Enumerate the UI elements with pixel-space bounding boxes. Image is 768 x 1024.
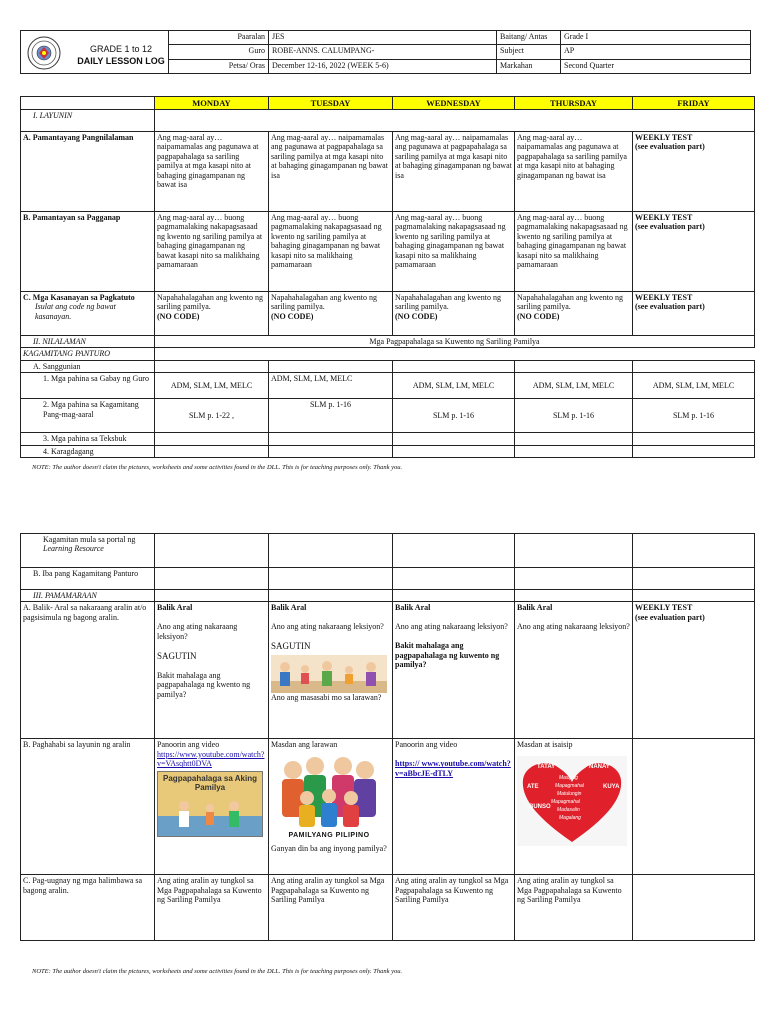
ano-ang-text: Ano ang ating nakaraang leksiyon?	[395, 622, 508, 632]
iba-pang-label: B. Iba pang Kagamitang Panturo	[21, 568, 155, 590]
kagamitan-wed: SLM p. 1-16	[393, 399, 515, 433]
kasanayan-text: Napahahalagahan ang kwento ng sariling pamilya.	[271, 293, 377, 312]
deped-seal-icon	[27, 36, 61, 70]
blank-cell	[393, 433, 515, 445]
pamilyang-pilipino-image	[271, 752, 387, 844]
note-page1: NOTE: The author doesn't claim the pictures, worksheets and some activities found in the DLL. This is for teaching purposes only. Thank you.	[32, 464, 403, 471]
blank-cell	[515, 445, 633, 457]
bakit-text: Bakit mahalaga ang pagpapahalaga ng kwento ng pamilya?	[157, 670, 251, 699]
balik-label: A. Balik- Aral sa nakaraang aralin at/o pagsisimula ng bagong aralin.	[21, 602, 155, 739]
youtube-link[interactable]: https:// www.youtube.com/watch? v=aBbcJE-dTLY	[395, 759, 511, 778]
day-friday: FRIDAY	[633, 97, 755, 110]
pamilyang-caption: PAMILYANG PILIPINO	[288, 831, 370, 839]
portal-text: Kagamitan mula sa portal ng	[43, 535, 136, 544]
family-cartoon-icon	[271, 752, 387, 832]
blank-cell	[269, 445, 393, 457]
heart-word: NANAY	[589, 763, 610, 770]
sagutin-text: SAGUTIN	[157, 650, 197, 661]
see-eval-label: (see evaluation part)	[635, 142, 705, 152]
see-eval-label: (see evaluation part)	[635, 612, 705, 622]
family-cartoon-image	[271, 655, 387, 693]
paghahabi-wed	[393, 739, 515, 875]
heart-word: KUYA	[603, 783, 620, 790]
nilalaman-value: Mga Pagpapahalaga sa Kuwento ng Sariling Pamilya	[155, 336, 755, 348]
kasanayan-thu	[515, 292, 633, 336]
blank-cell	[515, 534, 633, 568]
paganap-tue: Ang mag-aaral ay… buong pagmamalaking nakapagsasaad ng kwento ng sariling pamilya at bahaging ginagampanan ng bawat kasapi nito sa malikhaing pamamaraan	[269, 212, 393, 292]
balik-tue	[269, 602, 393, 739]
weekly-test-label: WEEKLY TEST	[635, 133, 693, 143]
kasanayan-fri	[633, 292, 755, 336]
pamantayang-thu: Ang mag-aaral ay… naipamamalas ang pagunawa at pagpapahalaga sa sariling pamilya at mga kasapi nito at bahaging ginagampanan ng bawat isa	[515, 132, 633, 212]
no-code: (NO CODE)	[517, 311, 560, 321]
blank-cell	[155, 433, 269, 445]
pamantayang-tue: Ang mag-aaral ay… naipamamalas ang pagunawa at pagpapahalaga sa sariling pamilya at mga kasapi nito at bahaging ginagampanan ng bawat isa	[269, 132, 393, 212]
masdan-text: Masdan ang larawan	[271, 740, 338, 750]
ano-ang-text: Ano ang ating nakaraang leksiyon?	[157, 622, 238, 641]
markahan-value: Second Quarter	[561, 59, 751, 73]
balik-aral-title: Balik Aral	[395, 603, 431, 613]
portal-label	[21, 534, 155, 568]
thumbnail-family-icon	[158, 796, 262, 836]
balik-fri	[633, 602, 755, 739]
kasanayan-sub: Isulat ang code ng bawat kasanayan.	[35, 302, 116, 321]
blank-cell	[633, 875, 755, 941]
day-thursday: THURSDAY	[515, 97, 633, 110]
karagdagang-label: 4. Karagdagang	[21, 445, 155, 457]
paghahabi-tue	[269, 739, 393, 875]
kasanayan-label: C. Mga Kasanayan sa Pagkatuto	[23, 293, 135, 303]
blank-cell	[633, 360, 755, 372]
pamamaraan-heading: III. PAMAMARAAN	[21, 590, 155, 602]
heart-image	[517, 756, 627, 846]
petsa-value: December 12-16, 2022 (WEEK 5-6)	[269, 59, 497, 73]
bakit-text: Bakit mahalaga ang pagpapahalaga ng kuwento ng pamilya?	[395, 641, 500, 670]
balik-aral-title: Balik Aral	[157, 603, 193, 613]
day-tuesday: TUESDAY	[269, 97, 393, 110]
pamantayang-wed: Ang mag-aaral ay… naipamamalas ang pagunawa at pagpapahalaga sa sariling pamilya at mga kasapi nito at bahaging ginagampanan ng bawat isa	[393, 132, 515, 212]
sagutin-text: SAGUTIN	[271, 641, 311, 652]
paganap-mon: Ang mag-aaral ay… buong pagmamalaking nakapagsasaad ng kwento ng sariling pamilya at bahaging ginagampanan ng bawat kasapi nito sa malikhaing pamamaraan	[155, 212, 269, 292]
paghahabi-label: B. Paghahabi sa layunin ng aralin	[21, 739, 155, 875]
ano-ang-text: Ano ang ating nakaraang leksiyon?	[517, 622, 630, 632]
thumbnail-title: Pagpapahalaga sa Aking Pamilya	[163, 773, 257, 792]
balik-mon	[155, 602, 269, 739]
blank-cell	[633, 534, 755, 568]
blank-cell	[155, 534, 269, 568]
blank-cell	[633, 590, 755, 602]
paghahabi-mon	[155, 739, 269, 875]
blank-cell	[155, 568, 269, 590]
blank-cell	[393, 534, 515, 568]
weekly-test-label: WEEKLY TEST	[635, 293, 693, 303]
kasanayan-text: Napahahalagahan ang kwento ng sariling pamilya.	[395, 293, 501, 312]
gabay-thu: ADM, SLM, LM, MELC	[515, 373, 633, 399]
subject-value: AP	[561, 45, 751, 59]
blank-cell	[633, 568, 755, 590]
blank-cell	[155, 445, 269, 457]
balik-wed	[393, 602, 515, 739]
gabay-label: 1. Mga pahina sa Gabay ng Guro	[21, 373, 155, 399]
paaralan-value: JES	[269, 31, 497, 45]
heart-word: Masipag	[559, 774, 578, 781]
paganap-label: B. Pamantayan sa Pagganap	[21, 212, 155, 292]
logo-line-2: DAILY LESSON LOG	[77, 56, 165, 67]
blank-cell	[633, 739, 755, 875]
kasanayan-mon	[155, 292, 269, 336]
balik-aral-title: Balik Aral	[271, 603, 307, 613]
day-wednesday: WEDNESDAY	[393, 97, 515, 110]
weekly-test-label: WEEKLY TEST	[635, 603, 693, 613]
heart-word: BUNSO	[529, 803, 551, 810]
day-monday: MONDAY	[155, 97, 269, 110]
paganap-fri	[633, 212, 755, 292]
blank-cell	[155, 590, 269, 602]
kagamitan-label: 2. Mga pahina sa Kagamitang Pang-mag-aaral	[21, 399, 155, 433]
blank-cell	[393, 360, 515, 372]
pamantayang-mon: Ang mag-aaral ay… naipamamalas ang pagunawa at pagpapahalaga sa sariling pamilya at mga kasapi nito at bahaging ginagampanan ng bawat isa	[155, 132, 269, 212]
kagamitan-fri: SLM p. 1-16	[633, 399, 755, 433]
pamantayang-label: A. Pamantayang Pangnilalaman	[21, 132, 155, 212]
logo-cell	[21, 31, 169, 74]
ano-ang-text: Ano ang ating nakaraang leksiyon?	[271, 622, 384, 632]
kasanayan-text: Napahahalagahan ang kwento ng sariling pamilya.	[517, 293, 623, 312]
heart-word: Matulungin	[557, 790, 582, 797]
ganyan-text: Ganyan din ba ang inyong pamilya?	[271, 843, 387, 853]
nilalaman-heading: II. NILALAMAN	[21, 336, 155, 348]
kasanayan-text: Napahahalagahan ang kwento ng sariling pamilya.	[157, 293, 263, 312]
heart-word: Magalang	[559, 814, 581, 821]
see-eval-label: (see evaluation part)	[635, 302, 705, 312]
logo-line-1: GRADE 1 to 12	[89, 44, 153, 54]
blank-corner	[21, 97, 155, 110]
layunin-heading: I. LAYUNIN	[21, 110, 155, 132]
guro-value: ROBE-ANNS. CALUMPANG-	[269, 45, 497, 59]
lesson-table-page2	[20, 533, 755, 941]
sanggunian-label: A. Sanggunian	[21, 360, 155, 372]
kagamitan-tue: SLM p. 1-16	[269, 399, 393, 433]
paganap-thu: Ang mag-aaral ay… buong pagmamalaking nakapagsasaad ng kwento ng sariling pamilya at bahaging ginagampanan ng bawat kasapi nito sa malikhaing pamamaraan	[515, 212, 633, 292]
subject-label: Subject	[497, 45, 561, 59]
blank-cell	[393, 445, 515, 457]
no-code: (NO CODE)	[271, 311, 314, 321]
no-code: (NO CODE)	[395, 311, 438, 321]
larawan-caption: Ano ang masasabi mo sa larawan?	[271, 692, 382, 702]
see-eval-label: (see evaluation part)	[635, 222, 705, 232]
blank-cell	[393, 590, 515, 602]
video-thumbnail[interactable]	[157, 771, 263, 837]
blank-cell	[515, 433, 633, 445]
paghahabi-thu	[515, 739, 633, 875]
kasanayan-tue	[269, 292, 393, 336]
heart-word: Mapagmahal	[555, 782, 584, 789]
kagamitang-blank	[155, 348, 755, 360]
gabay-mon: ADM, SLM, LM, MELC	[155, 373, 269, 399]
panoorin-text: Panoorin ang video	[157, 740, 220, 750]
gabay-wed: ADM, SLM, LM, MELC	[393, 373, 515, 399]
youtube-link[interactable]: https://www.youtube.com/watch?v=VAsqhtt0DVA	[157, 749, 265, 769]
blank-cell	[269, 568, 393, 590]
blank-cell	[393, 568, 515, 590]
blank-cell	[515, 590, 633, 602]
baitang-value: Grade I	[561, 31, 751, 45]
no-code: (NO CODE)	[157, 311, 200, 321]
blank-cell	[515, 568, 633, 590]
paaralan-label: Paaralan	[169, 31, 269, 45]
kagamitan-thu: SLM p. 1-16	[515, 399, 633, 433]
blank-cell	[269, 433, 393, 445]
portal-italic: Learning Resource	[43, 544, 104, 554]
weekly-test-label: WEEKLY TEST	[635, 213, 693, 223]
markahan-label: Markahan	[497, 59, 561, 73]
pag-uugnay-label: C. Pag-uugnay ng mga halimbawa sa bagong aralin.	[21, 875, 155, 941]
header-table	[20, 30, 751, 74]
pag-uugnay-tue: Ang ating aralin ay tungkol sa Mga Pagpapahalaga sa Kuwento ng Sariling Pamilya	[269, 875, 393, 941]
logo-title	[73, 43, 169, 67]
paganap-wed: Ang mag-aaral ay… buong pagmamalaking nakapagsasaad ng kwento ng sariling pamilya at bahaging ginagampanan ng bawat kasapi nito sa malikhaing pamamaraan	[393, 212, 515, 292]
pag-uugnay-thu: Ang ating aralin ay tungkol sa Mga Pagpapahalaga sa Kuwento ng Sariling Pamilya	[515, 875, 633, 941]
masdan-isaisip-text: Masdan at isaisip	[517, 740, 573, 750]
note-page2: NOTE: The author doesn't claim the pictures, worksheets and some activities found in the DLL. This is for teaching purposes only. Thank you.	[32, 968, 403, 975]
panoorin-text: Panoorin ang video	[395, 740, 458, 750]
blank-cell	[269, 360, 393, 372]
kagamitang-heading: KAGAMITANG PANTURO	[21, 348, 155, 360]
baitang-label: Baitang/ Antas	[497, 31, 561, 45]
blank-cell	[269, 534, 393, 568]
layunin-blank	[155, 110, 755, 132]
pag-uugnay-wed: Ang ating aralin ay tungkol sa Mga Pagpapahalaga sa Kuwento ng Sariling Pamilya	[393, 875, 515, 941]
heart-word: Madasalin	[557, 806, 580, 813]
guro-label: Guro	[169, 45, 269, 59]
lesson-table-page1	[20, 96, 755, 458]
blank-cell	[515, 360, 633, 372]
heart-word: TATAY	[537, 763, 556, 770]
heart-word: ATE	[527, 783, 539, 790]
blank-cell	[633, 433, 755, 445]
pag-uugnay-mon: Ang ating aralin ay tungkol sa Mga Pagpapahalaga sa Kuwento ng Sariling Pamilya	[155, 875, 269, 941]
heart-word: Mapagmahal	[551, 798, 580, 805]
kasanayan-label-cell	[21, 292, 155, 336]
kasanayan-wed	[393, 292, 515, 336]
balik-aral-title: Balik Aral	[517, 603, 553, 613]
gabay-tue: ADM, SLM, LM, MELC	[269, 373, 393, 399]
blank-cell	[633, 445, 755, 457]
teksbuk-label: 3. Mga pahina sa Teksbuk	[21, 433, 155, 445]
kagamitan-mon: SLM p. 1-22 ,	[155, 399, 269, 433]
blank-cell	[269, 590, 393, 602]
blank-cell	[155, 360, 269, 372]
petsa-label: Petsa/ Oras	[169, 59, 269, 73]
gabay-fri: ADM, SLM, LM, MELC	[633, 373, 755, 399]
balik-thu	[515, 602, 633, 739]
pamantayang-fri	[633, 132, 755, 212]
